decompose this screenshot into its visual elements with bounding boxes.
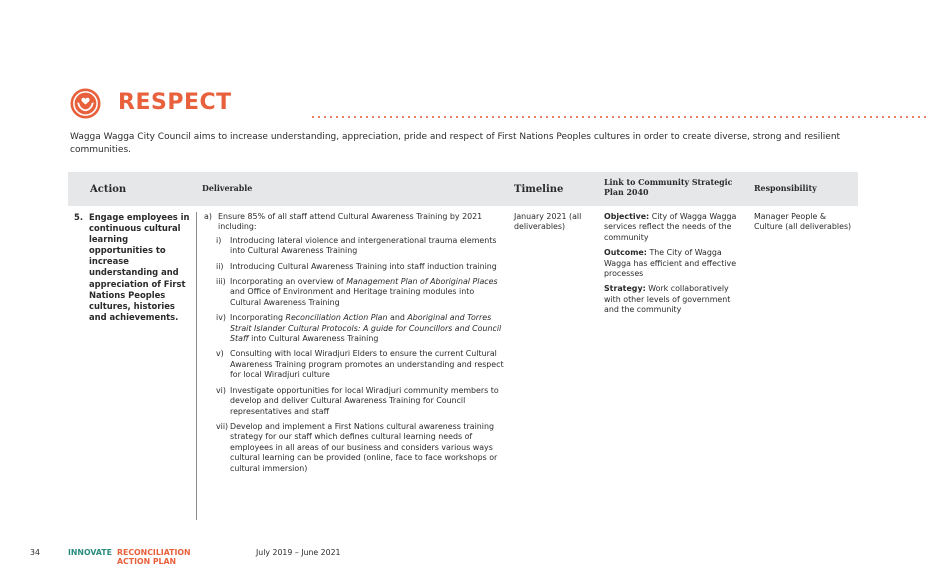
header-responsibility: Responsibility xyxy=(754,184,817,193)
subitem-marker: vii) xyxy=(216,421,229,431)
header-timeline: Timeline xyxy=(514,184,564,195)
subitem-marker: ii) xyxy=(216,261,224,271)
outcome-text: The City of Wagga Wagga has efficient and effective processes xyxy=(604,248,737,279)
subitem-text: and Office of Environment and Heritage training modules into Cultural Awareness Training xyxy=(230,287,475,307)
subitem-marker: vi) xyxy=(216,385,226,395)
subitem-text: and xyxy=(387,313,408,323)
deliverable-cell xyxy=(204,212,504,479)
subitem-marker: iii) xyxy=(216,277,226,287)
objective-label: Objective: xyxy=(604,212,650,221)
footer-dates: July 2019 – June 2021 xyxy=(256,548,341,557)
table-row xyxy=(68,212,858,522)
timeline-cell: January 2021 (all deliverables) xyxy=(514,212,582,232)
respect-hands-heart-icon xyxy=(70,88,101,119)
link-cell xyxy=(604,212,744,321)
subitem-text: Incorporating xyxy=(230,313,286,323)
strategy-text: Work collaboratively with other levels of government and the community xyxy=(604,284,731,315)
subitem-text: Introducing Cultural Awareness Training into staff induction training xyxy=(230,261,497,271)
deliverable-text: Ensure 85% of all staff attend Cultural Awareness Training by 2021 including: xyxy=(218,212,483,232)
footer-innovate: INNOVATE xyxy=(68,548,112,557)
deliverable-subitems xyxy=(204,236,504,474)
subitem-text: Develop and implement a First Nations cultural awareness training strategy for our staff which defines cultural learning needs of employees in all areas of our business and considers various ways cultural learning can be provided (online, face to face workshops or cultural immersion) xyxy=(230,421,498,473)
table-header xyxy=(68,172,858,206)
page-number: 34 xyxy=(30,548,40,557)
header-action: Action xyxy=(90,184,127,195)
subitem-text: Introducing lateral violence and intergenerational trauma elements into Cultural Awareness Training xyxy=(230,235,497,256)
subitem-italic-title: Reconciliation Action Plan xyxy=(285,313,388,323)
intro-paragraph: Wagga Wagga City Council aims to increase understanding, appreciation, pride and respect of First Nations Peoples cultures in order to create diverse, strong and resilient communities. xyxy=(70,132,841,155)
section-header xyxy=(70,88,928,120)
subitem-v xyxy=(204,349,504,380)
link-strategy xyxy=(604,284,744,315)
subitem-text: Incorporating an overview of xyxy=(230,277,347,287)
subitem-iv xyxy=(204,313,504,344)
deliverable-item xyxy=(204,212,504,233)
action-text: Engage employees in continuous cultural learning opportunities to increase understanding and appreciation of First Nations Peoples cultures, histories and achievements. xyxy=(89,212,190,322)
subitem-i xyxy=(204,236,504,257)
objective-text: City of Wagga Wagga services reflect the needs of the community xyxy=(604,212,737,242)
subitem-marker: v) xyxy=(216,349,224,359)
link-objective xyxy=(604,212,744,243)
subitem-text: Consulting with local Wiradjuri Elders to ensure the current Cultural Awareness Training program promotes an understanding and respect for local Wiradjuri culture xyxy=(230,349,504,380)
subitem-marker: iv) xyxy=(216,313,226,323)
link-outcome xyxy=(604,248,744,279)
subitem-marker: i) xyxy=(216,235,222,245)
section-title: RESPECT xyxy=(118,90,232,115)
subitem-ii xyxy=(204,262,504,272)
subitem-italic-title: Management Plan of Aboriginal Places xyxy=(346,277,498,287)
column-divider xyxy=(196,212,197,520)
deliverable-marker: a) xyxy=(204,212,212,221)
subitem-vii xyxy=(204,422,504,474)
footer-rap-title: RECONCILIATION ACTION PLAN xyxy=(117,548,191,566)
outcome-label: Outcome: xyxy=(604,248,647,258)
dotted-divider xyxy=(310,116,928,118)
subitem-iii xyxy=(204,277,504,308)
subitem-text: into Cultural Awareness Training xyxy=(248,334,379,344)
responsibility-cell: Manager People & Culture (all deliverables) xyxy=(754,212,852,232)
subitem-italic-title: Aboriginal and Torres Strait Islander Cultural Protocols: A guide for Councillors and Council Staff xyxy=(230,313,502,344)
action-number: 5. xyxy=(74,212,84,222)
subitem-vi xyxy=(204,386,504,417)
header-link: Link to Community Strategic Plan 2040 xyxy=(604,178,733,198)
header-deliverable: Deliverable xyxy=(202,184,253,193)
strategy-label: Strategy: xyxy=(604,284,646,294)
subitem-text: Investigate opportunities for local Wiradjuri community members to develop and deliver Cultural Awareness Training for Council representatives and staff xyxy=(230,385,499,416)
